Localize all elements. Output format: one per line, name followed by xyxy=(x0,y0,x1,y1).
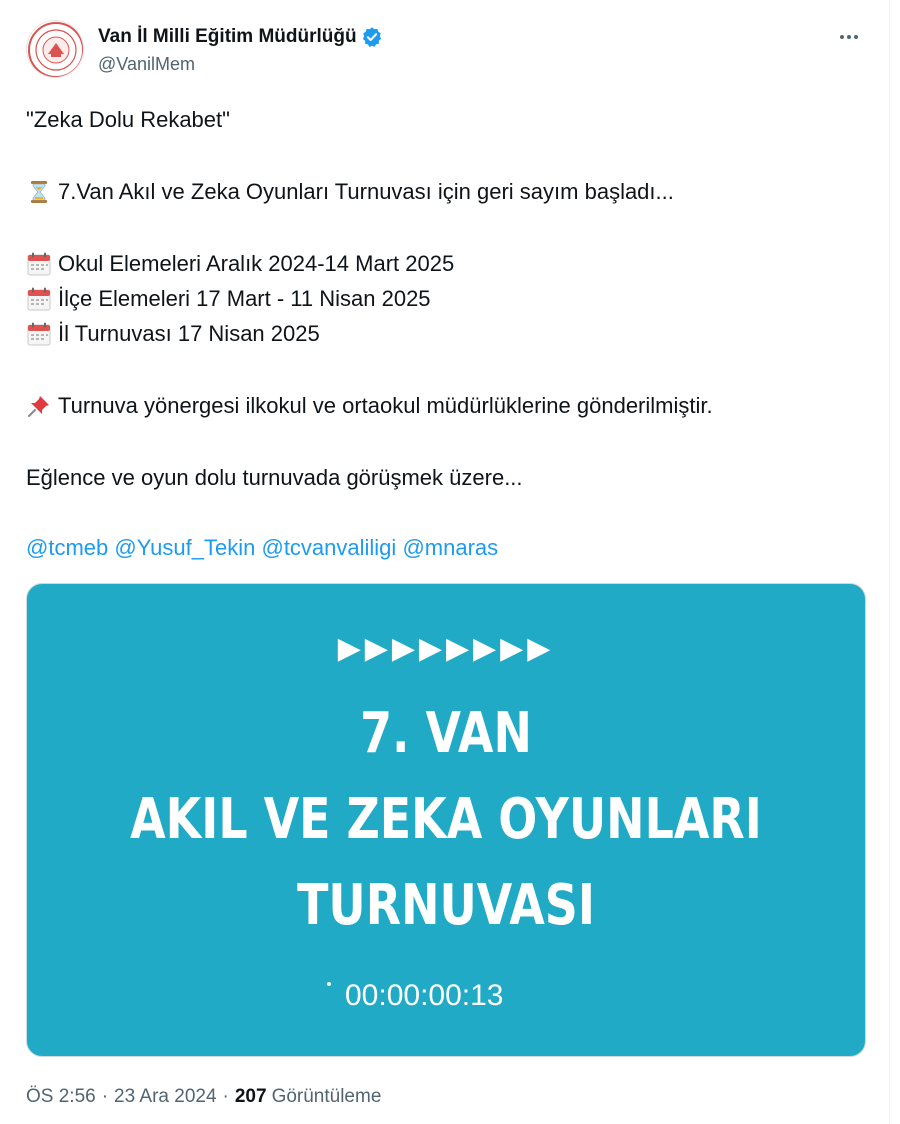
mention-link[interactable]: @tcvanvaliligi xyxy=(261,535,397,560)
meta-separator: · xyxy=(222,1086,229,1107)
mention-link[interactable]: @mnaras xyxy=(402,535,499,560)
tweet-text xyxy=(26,102,871,495)
tweet-line xyxy=(26,281,871,316)
mentions-row xyxy=(26,530,498,565)
tweet-line: "Zeka Dolu Rekabet" xyxy=(26,107,230,132)
views-label[interactable]: Görüntüleme xyxy=(271,1086,382,1107)
views-count[interactable]: 207 xyxy=(234,1086,267,1107)
tweet-line-text: Okul Elemeleri Aralık 2024-14 Mart 2025 xyxy=(58,251,455,276)
tweet-line xyxy=(26,174,871,209)
poster-title-line: AKIL VE ZEKA OYUNLARI xyxy=(130,787,762,852)
poster-title-line: 7. VAN xyxy=(360,701,532,766)
tweet-line-text: İlçe Elemeleri 17 Mart - 11 Nisan 2025 xyxy=(58,286,431,311)
tweet-time[interactable]: ÖS 2:56 xyxy=(26,1086,96,1107)
tweet-date[interactable]: 23 Ara 2024 xyxy=(114,1086,217,1107)
calendar-icon xyxy=(26,286,52,312)
play-arrows-decoration: ▶▶▶▶▶▶▶▶ xyxy=(337,632,555,665)
countdown-timer: 00:00:00:13 xyxy=(345,979,504,1012)
tweet-header xyxy=(26,20,866,80)
mention-link[interactable]: @tcmeb xyxy=(26,535,109,560)
tweet-line: Eğlence ve oyun dolu turnuvada görüşmek üzere... xyxy=(26,465,523,490)
user-handle[interactable]: @VanilMem xyxy=(98,54,195,74)
tweet-media-video[interactable] xyxy=(26,583,866,1057)
verified-badge-icon xyxy=(361,26,383,48)
tweet-line-text: 7.Van Akıl ve Zeka Oyunları Turnuvası için geri sayım başladı... xyxy=(58,179,674,204)
name-row xyxy=(98,24,383,50)
calendar-icon xyxy=(26,251,52,277)
pushpin-icon xyxy=(26,393,52,419)
poster-title-line: TURNUVASI xyxy=(297,873,595,938)
calendar-icon xyxy=(26,321,52,347)
avatar[interactable] xyxy=(26,20,84,78)
tweet-line-text: Turnuva yönergesi ilkokul ve ortaokul müdürlüklerine gönderilmiştir. xyxy=(58,393,713,418)
mention-link[interactable]: @Yusuf_Tekin xyxy=(114,535,256,560)
timer-dot xyxy=(327,982,331,986)
tweet-line xyxy=(26,316,871,351)
meb-logo-icon xyxy=(27,21,84,78)
more-options-icon[interactable] xyxy=(832,24,866,50)
hourglass-icon xyxy=(26,179,52,205)
tweet-meta xyxy=(26,1082,381,1112)
timeline-border xyxy=(889,0,890,1124)
tweet-line-text: İl Turnuvası 17 Nisan 2025 xyxy=(58,321,320,346)
tweet-line xyxy=(26,388,871,423)
tweet-line xyxy=(26,246,871,281)
display-name[interactable]: Van İl Milli Eğitim Müdürlüğü xyxy=(98,26,357,47)
meta-separator: · xyxy=(101,1086,109,1107)
